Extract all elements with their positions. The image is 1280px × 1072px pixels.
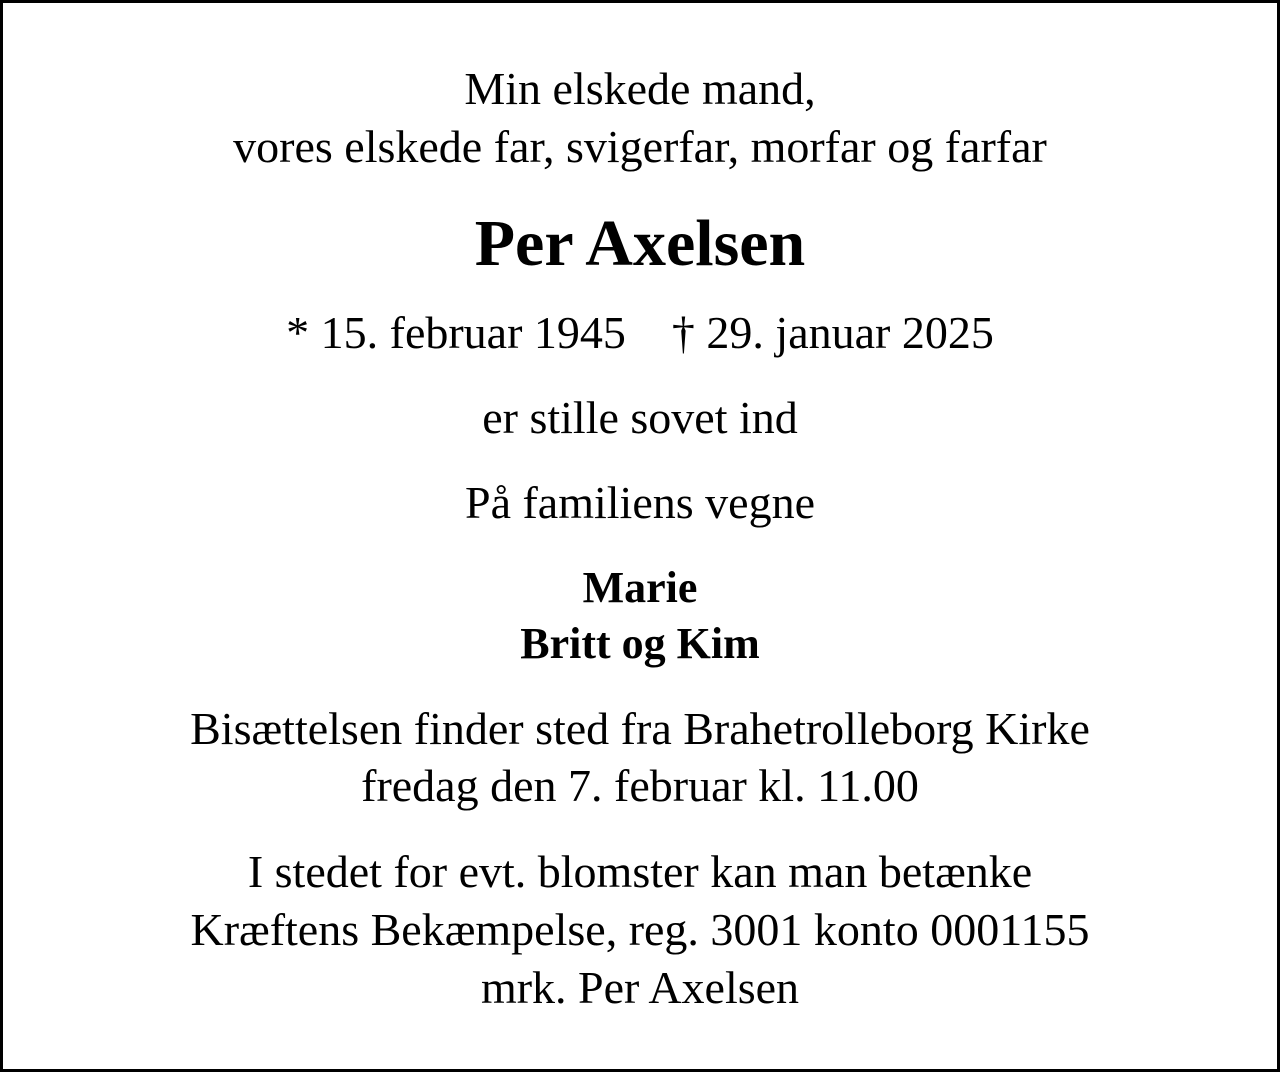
funeral-line-2: fredag den 7. februar kl. 11.00 [361,760,919,811]
death-date: † 29. januar 2025 [671,307,994,358]
funeral-line-1: Bisættelsen finder sted fra Brahetrolleborg Kirke [190,703,1090,754]
donation-line-1: I stedet for evt. blomster kan man betænke [247,846,1033,897]
intro-line-1: Min elskede mand, [464,63,816,114]
passing-text: er stille sovet ind [482,392,798,443]
birth-date: * 15. februar 1945 [286,307,626,358]
intro-line-2: vores elskede far, svigerfar, morfar og farfar [233,121,1047,172]
signer-line-2: Britt og Kim [520,619,760,668]
donation-line-2: Kræftens Bekæmpelse, reg. 3001 konto 0001155 [190,904,1090,955]
life-dates [3,307,1277,358]
signer-line-1: Marie [582,563,698,612]
on-behalf-text: På familiens vegne [464,477,815,528]
deceased-name: Per Axelsen [474,207,806,280]
donation-line-3: mrk. Per Axelsen [480,962,800,1013]
